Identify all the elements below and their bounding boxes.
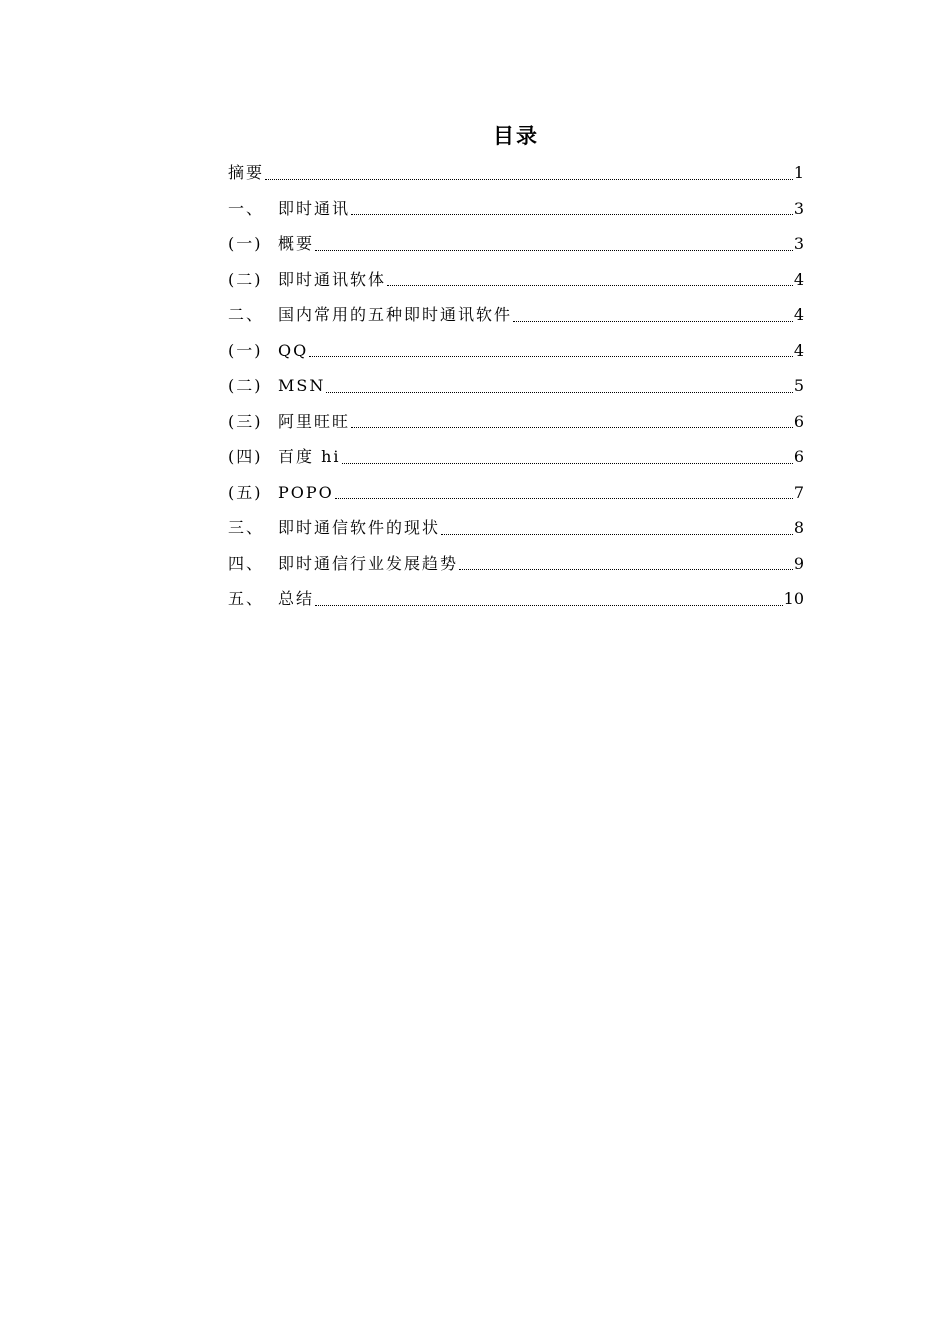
table-of-contents: [228, 118, 804, 617]
toc-entry-text: 摘要: [228, 163, 265, 182]
toc-entry[interactable]: [228, 581, 804, 617]
toc-entry-text: POPO: [278, 482, 334, 502]
toc-entry-text: 总结: [278, 589, 315, 608]
toc-entry[interactable]: [228, 510, 804, 546]
toc-entry-number: 二、: [228, 305, 265, 324]
toc-entry-text: 即时通信软件的现状: [278, 518, 441, 537]
toc-entry-text: 即时通讯软体: [278, 269, 387, 289]
toc-entry-number: (一): [228, 340, 263, 360]
toc-dot-leader: [513, 321, 793, 322]
toc-entry-text: 百度 hi: [278, 447, 341, 466]
toc-entry-text: 即时通信行业发展趋势: [278, 553, 459, 573]
toc-entry-number: (五): [228, 482, 263, 502]
toc-entry[interactable]: [228, 546, 804, 582]
toc-entry-text: QQ: [278, 340, 309, 360]
toc-entry[interactable]: [228, 262, 804, 298]
toc-entry-page: 7: [793, 482, 804, 502]
toc-entry-number: (一): [228, 234, 263, 253]
toc-entry-text: 即时通讯: [278, 198, 351, 218]
toc-entry[interactable]: [228, 333, 804, 369]
toc-dot-leader: [309, 356, 793, 357]
toc-entry-text: 阿里旺旺: [278, 411, 351, 431]
toc-entry-page: 5: [793, 376, 804, 395]
toc-dot-leader: [315, 250, 793, 251]
toc-entry-number: (二): [228, 376, 263, 395]
toc-entry[interactable]: [228, 439, 804, 475]
toc-entry-text: MSN: [278, 376, 326, 395]
toc-dot-leader: [265, 179, 793, 180]
toc-entry[interactable]: [228, 191, 804, 227]
toc-entry-number: (四): [228, 447, 263, 466]
toc-title: 目录: [493, 123, 539, 148]
toc-entry-page: 4: [793, 269, 804, 289]
toc-entry[interactable]: [228, 368, 804, 404]
toc-entry-text: 概要: [278, 234, 315, 253]
toc-dot-leader: [326, 392, 792, 393]
toc-dot-leader: [387, 285, 793, 286]
toc-entry[interactable]: [228, 226, 804, 262]
toc-entry-page: 3: [793, 234, 804, 253]
toc-entry-page: 4: [793, 340, 804, 360]
toc-dot-leader: [335, 498, 793, 499]
toc-entry-number: (三): [228, 411, 263, 431]
toc-dot-leader: [441, 534, 793, 535]
toc-entry[interactable]: [228, 297, 804, 333]
toc-entry[interactable]: [228, 475, 804, 511]
toc-entry-text: 国内常用的五种即时通讯软件: [278, 305, 513, 324]
toc-dot-leader: [351, 427, 793, 428]
toc-entry-page: 1: [793, 163, 804, 182]
toc-entry-page: 8: [793, 518, 804, 537]
toc-entry-page: 9: [793, 553, 804, 573]
toc-entry-number: 五、: [228, 589, 265, 608]
toc-entry[interactable]: [228, 404, 804, 440]
toc-entry-number: 四、: [228, 553, 265, 573]
toc-dot-leader: [351, 214, 793, 215]
toc-entry-number: 三、: [228, 518, 265, 537]
toc-entry-page: 3: [793, 198, 804, 218]
toc-entry-page: 6: [793, 411, 804, 431]
toc-entry-number: 一、: [228, 198, 265, 218]
toc-entry-page: 4: [793, 305, 804, 324]
toc-entry[interactable]: [228, 155, 804, 191]
toc-dot-leader: [315, 605, 783, 606]
toc-entry-page: 10: [783, 589, 804, 608]
toc-dot-leader: [342, 463, 793, 464]
toc-entry-number: (二): [228, 269, 263, 289]
toc-entry-page: 6: [793, 447, 804, 466]
toc-dot-leader: [459, 569, 793, 570]
